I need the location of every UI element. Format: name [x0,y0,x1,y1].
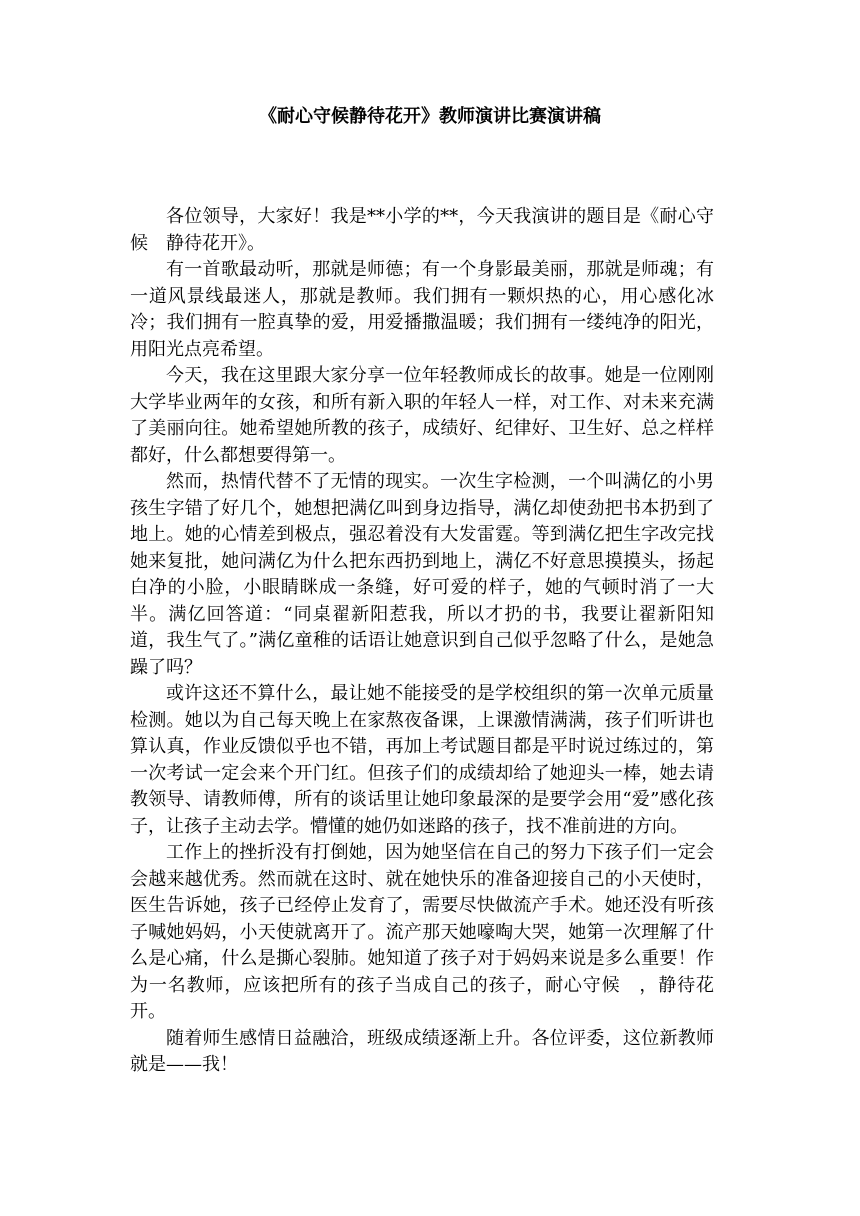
document-title: 《耐心守候静待花开》教师演讲比赛演讲稿 [259,106,601,127]
paragraph-story-intro: 今天，我在这里跟大家分享一位年轻教师成长的故事。她是一位刚刚大学毕业两年的女孩，和所有新入职的年轻人一样，对工作、对未来充满了美丽向往。她希望她所教的孩子，成绩好、纪律好、卫生好、总之样样都好，什么都想要得第一。 [130,365,714,466]
paragraph-conclusion: 随着师生感情日益融洽，班级成绩逐渐上升。各位评委，这位新教师就是——我！ [130,1027,714,1075]
paragraph-setback: 工作上的挫折没有打倒她，因为她坚信在自己的努力下孩子们一定会会越来越优秀。然而就在这时、就在她快乐的准备迎接自己的小天使时，医生告诉她，孩子已经停止发育了，需要尽快做流产手术。她还没有听孩子喊她妈妈，小天使就离开了。流产那天她嚎啕大哭，她第一次理解了什么是心痛，什么是撕心裂肺。她知道了孩子对于妈妈来说是多么重要！作为一名教师，应该把所有的孩子当成自己的孩子，耐心守候 ，静待花开。 [130,842,714,1022]
paragraph-manyi-story: 然而，热情代替不了无情的现实。一次生字检测，一个叫满亿的小男孩生字错了好几个，她想把满亿叫到身边指导，满亿却使劲把书本扔到了地上。她的心情差到极点，强忍着没有大发雷霆。等到满亿把生字改完找她来复批，她问满亿为什么把东西扔到地上，满亿不好意思摸摸头，扬起白净的小脸，小眼睛眯成一条缝，好可爱的样子，她的气顿时消了一大半。满亿回答道：“同桌翟新阳惹我，所以才扔的书，我要让翟新阳知道，我生气了。”满亿童稚的话语让她意识到自己似乎忽略了什么，是她急躁了吗？ [130,471,714,678]
paragraph-teacher-ethics: 有一首歌最动听，那就是师德；有一个身影最美丽，那就是师魂；有一道风景线最迷人，那就是教师。我们拥有一颗炽热的心，用心感化冰冷；我们拥有一腔真挚的爱，用爱播撒温暖；我们拥有一缕纯净的阳光，用阳光点亮希望。 [130,259,714,360]
paragraph-unit-test: 或许这还不算什么，最让她不能接受的是学校组织的第一次单元质量检测。她以为自己每天晚上在家熬夜备课，上课激情满满，孩子们听讲也算认真，作业反馈似乎也不错，再加上考试题目都是平时说过练过的，第一次考试一定会来个开门红。但孩子们的成绩却给了她迎头一棒，她去请教领导、请教师傅，所有的谈话里让她印象最深的是要学会用“爱”感化孩子，让孩子主动去学。懵懂的她仍如迷路的孩子，找不准前进的方向。 [130,683,714,837]
paragraph-greeting: 各位领导，大家好！我是**小学的**，今天我演讲的题目是《耐心守候 静待花开》。 [130,206,714,254]
document-body [130,204,714,1079]
